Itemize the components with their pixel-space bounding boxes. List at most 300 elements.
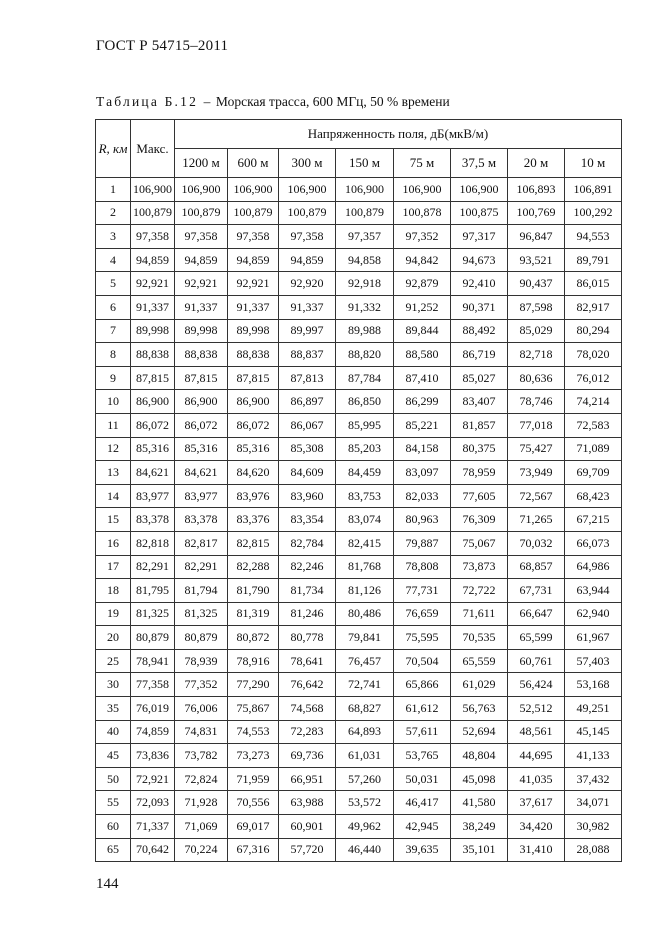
value-cell: 77,290 — [228, 673, 279, 697]
value-cell: 89,997 — [279, 319, 336, 343]
table-row — [96, 461, 622, 485]
value-cell: 85,029 — [508, 319, 565, 343]
table-row — [96, 838, 622, 862]
value-cell: 97,358 — [279, 225, 336, 249]
value-cell: 74,214 — [565, 390, 622, 414]
value-cell: 97,357 — [336, 225, 394, 249]
value-cell: 89,998 — [175, 319, 228, 343]
value-cell: 76,659 — [394, 602, 451, 626]
value-cell: 42,945 — [394, 815, 451, 839]
value-cell: 80,294 — [565, 319, 622, 343]
value-cell: 57,611 — [394, 720, 451, 744]
value-cell: 106,900 — [394, 178, 451, 202]
header-height: 75 м — [394, 149, 451, 178]
value-cell: 85,316 — [131, 437, 175, 461]
value-cell: 87,815 — [175, 366, 228, 390]
value-cell: 52,512 — [508, 697, 565, 721]
value-cell: 92,920 — [279, 272, 336, 296]
value-cell: 100,879 — [228, 201, 279, 225]
value-cell: 87,815 — [131, 366, 175, 390]
value-cell: 44,695 — [508, 744, 565, 768]
value-cell: 64,986 — [565, 555, 622, 579]
table-row — [96, 720, 622, 744]
value-cell: 86,900 — [131, 390, 175, 414]
value-cell: 37,617 — [508, 791, 565, 815]
value-cell: 89,791 — [565, 248, 622, 272]
document-header: ГОСТ Р 54715–2011 — [96, 38, 229, 54]
value-cell: 94,859 — [175, 248, 228, 272]
table-row — [96, 437, 622, 461]
value-cell: 81,794 — [175, 579, 228, 603]
value-cell: 61,967 — [565, 626, 622, 650]
distance-cell: 16 — [96, 531, 131, 555]
value-cell: 82,815 — [228, 531, 279, 555]
value-cell: 76,019 — [131, 697, 175, 721]
value-cell: 94,859 — [131, 248, 175, 272]
value-cell: 87,598 — [508, 295, 565, 319]
distance-cell: 18 — [96, 579, 131, 603]
value-cell: 82,917 — [565, 295, 622, 319]
value-cell: 34,071 — [565, 791, 622, 815]
value-cell: 86,015 — [565, 272, 622, 296]
value-cell: 88,492 — [451, 319, 508, 343]
value-cell: 106,893 — [508, 178, 565, 202]
value-cell: 66,073 — [565, 531, 622, 555]
value-cell: 74,553 — [228, 720, 279, 744]
value-cell: 57,720 — [279, 838, 336, 862]
value-cell: 100,878 — [394, 201, 451, 225]
value-cell: 73,782 — [175, 744, 228, 768]
value-cell: 80,879 — [131, 626, 175, 650]
value-cell: 60,901 — [279, 815, 336, 839]
value-cell: 76,006 — [175, 697, 228, 721]
header-max: Макс. — [131, 120, 175, 178]
value-cell: 85,316 — [228, 437, 279, 461]
table-row — [96, 508, 622, 532]
distance-cell: 5 — [96, 272, 131, 296]
value-cell: 81,790 — [228, 579, 279, 603]
table-row — [96, 295, 622, 319]
value-cell: 41,035 — [508, 767, 565, 791]
value-cell: 83,378 — [131, 508, 175, 532]
value-cell: 80,963 — [394, 508, 451, 532]
distance-cell: 65 — [96, 838, 131, 862]
distance-cell: 35 — [96, 697, 131, 721]
table-row — [96, 649, 622, 673]
value-cell: 82,818 — [131, 531, 175, 555]
value-cell: 30,982 — [565, 815, 622, 839]
table-caption-title: Морская трасса, 600 МГц, 50 % времени — [215, 94, 450, 109]
value-cell: 83,753 — [336, 484, 394, 508]
value-cell: 91,337 — [131, 295, 175, 319]
value-cell: 28,088 — [565, 838, 622, 862]
value-cell: 76,642 — [279, 673, 336, 697]
value-cell: 73,949 — [508, 461, 565, 485]
value-cell: 73,273 — [228, 744, 279, 768]
value-cell: 34,420 — [508, 815, 565, 839]
value-cell: 78,746 — [508, 390, 565, 414]
value-cell: 106,891 — [565, 178, 622, 202]
value-cell: 37,432 — [565, 767, 622, 791]
value-cell: 83,354 — [279, 508, 336, 532]
value-cell: 86,900 — [228, 390, 279, 414]
value-cell: 72,824 — [175, 767, 228, 791]
distance-cell: 20 — [96, 626, 131, 650]
value-cell: 89,988 — [336, 319, 394, 343]
value-cell: 61,029 — [451, 673, 508, 697]
value-cell: 67,215 — [565, 508, 622, 532]
distance-cell: 45 — [96, 744, 131, 768]
value-cell: 85,308 — [279, 437, 336, 461]
value-cell: 61,031 — [336, 744, 394, 768]
value-cell: 94,553 — [565, 225, 622, 249]
value-cell: 76,012 — [565, 366, 622, 390]
header-height: 150 м — [336, 149, 394, 178]
distance-cell: 10 — [96, 390, 131, 414]
value-cell: 48,804 — [451, 744, 508, 768]
value-cell: 88,837 — [279, 343, 336, 367]
value-cell: 75,595 — [394, 626, 451, 650]
value-cell: 86,299 — [394, 390, 451, 414]
value-cell: 106,900 — [336, 178, 394, 202]
value-cell: 84,621 — [131, 461, 175, 485]
value-cell: 71,959 — [228, 767, 279, 791]
table-row — [96, 767, 622, 791]
table-row — [96, 225, 622, 249]
value-cell: 89,998 — [131, 319, 175, 343]
value-cell: 106,900 — [451, 178, 508, 202]
value-cell: 92,410 — [451, 272, 508, 296]
value-cell: 35,101 — [451, 838, 508, 862]
distance-cell: 12 — [96, 437, 131, 461]
value-cell: 83,376 — [228, 508, 279, 532]
value-cell: 100,879 — [131, 201, 175, 225]
value-cell: 45,098 — [451, 767, 508, 791]
table-row — [96, 413, 622, 437]
value-cell: 85,203 — [336, 437, 394, 461]
distance-cell: 55 — [96, 791, 131, 815]
value-cell: 88,580 — [394, 343, 451, 367]
value-cell: 53,765 — [394, 744, 451, 768]
distance-cell: 7 — [96, 319, 131, 343]
value-cell: 80,375 — [451, 437, 508, 461]
table-row — [96, 744, 622, 768]
distance-cell: 3 — [96, 225, 131, 249]
value-cell: 82,291 — [175, 555, 228, 579]
value-cell: 92,921 — [175, 272, 228, 296]
value-cell: 97,358 — [228, 225, 279, 249]
value-cell: 100,875 — [451, 201, 508, 225]
header-field-strength-group: Напряженность поля, дБ(мкВ/м) — [175, 120, 622, 149]
value-cell: 77,358 — [131, 673, 175, 697]
value-cell: 71,928 — [175, 791, 228, 815]
value-cell: 84,609 — [279, 461, 336, 485]
value-cell: 83,976 — [228, 484, 279, 508]
value-cell: 87,410 — [394, 366, 451, 390]
value-cell: 71,611 — [451, 602, 508, 626]
value-cell: 73,836 — [131, 744, 175, 768]
value-cell: 71,069 — [175, 815, 228, 839]
value-cell: 86,850 — [336, 390, 394, 414]
field-strength-table — [95, 119, 622, 862]
value-cell: 106,900 — [175, 178, 228, 202]
value-cell: 91,337 — [175, 295, 228, 319]
value-cell: 83,074 — [336, 508, 394, 532]
value-cell: 75,067 — [451, 531, 508, 555]
value-cell: 78,939 — [175, 649, 228, 673]
header-height: 10 м — [565, 149, 622, 178]
value-cell: 72,283 — [279, 720, 336, 744]
value-cell: 41,580 — [451, 791, 508, 815]
value-cell: 88,838 — [131, 343, 175, 367]
table-row — [96, 343, 622, 367]
value-cell: 87,813 — [279, 366, 336, 390]
value-cell: 61,612 — [394, 697, 451, 721]
value-cell: 71,337 — [131, 815, 175, 839]
value-cell: 86,900 — [175, 390, 228, 414]
value-cell: 82,288 — [228, 555, 279, 579]
value-cell: 81,325 — [131, 602, 175, 626]
value-cell: 70,556 — [228, 791, 279, 815]
value-cell: 86,719 — [451, 343, 508, 367]
table-row — [96, 366, 622, 390]
distance-cell: 2 — [96, 201, 131, 225]
value-cell: 81,246 — [279, 602, 336, 626]
distance-cell: 25 — [96, 649, 131, 673]
value-cell: 72,921 — [131, 767, 175, 791]
value-cell: 82,784 — [279, 531, 336, 555]
value-cell: 87,815 — [228, 366, 279, 390]
value-cell: 71,265 — [508, 508, 565, 532]
value-cell: 78,916 — [228, 649, 279, 673]
table-caption-label: Таблица Б.12 – — [96, 94, 213, 109]
value-cell: 85,221 — [394, 413, 451, 437]
value-cell: 88,838 — [228, 343, 279, 367]
value-cell: 84,158 — [394, 437, 451, 461]
value-cell: 83,407 — [451, 390, 508, 414]
value-cell: 77,352 — [175, 673, 228, 697]
table-row — [96, 815, 622, 839]
value-cell: 53,168 — [565, 673, 622, 697]
value-cell: 50,031 — [394, 767, 451, 791]
value-cell: 81,325 — [175, 602, 228, 626]
value-cell: 97,358 — [131, 225, 175, 249]
value-cell: 97,352 — [394, 225, 451, 249]
distance-cell: 60 — [96, 815, 131, 839]
value-cell: 78,959 — [451, 461, 508, 485]
value-cell: 94,859 — [279, 248, 336, 272]
value-cell: 69,017 — [228, 815, 279, 839]
value-cell: 78,808 — [394, 555, 451, 579]
value-cell: 91,337 — [279, 295, 336, 319]
value-cell: 76,457 — [336, 649, 394, 673]
distance-cell: 1 — [96, 178, 131, 202]
value-cell: 79,887 — [394, 531, 451, 555]
table-row — [96, 248, 622, 272]
value-cell: 90,437 — [508, 272, 565, 296]
value-cell: 85,995 — [336, 413, 394, 437]
distance-cell: 13 — [96, 461, 131, 485]
value-cell: 75,867 — [228, 697, 279, 721]
value-cell: 63,944 — [565, 579, 622, 603]
value-cell: 65,599 — [508, 626, 565, 650]
distance-cell: 14 — [96, 484, 131, 508]
distance-cell: 15 — [96, 508, 131, 532]
table-row — [96, 390, 622, 414]
value-cell: 65,866 — [394, 673, 451, 697]
value-cell: 83,977 — [175, 484, 228, 508]
table-caption — [96, 94, 450, 110]
header-height: 300 м — [279, 149, 336, 178]
value-cell: 81,768 — [336, 555, 394, 579]
value-cell: 46,417 — [394, 791, 451, 815]
value-cell: 60,761 — [508, 649, 565, 673]
distance-cell: 19 — [96, 602, 131, 626]
value-cell: 38,249 — [451, 815, 508, 839]
value-cell: 91,252 — [394, 295, 451, 319]
value-cell: 79,841 — [336, 626, 394, 650]
value-cell: 85,027 — [451, 366, 508, 390]
table-row — [96, 791, 622, 815]
table-row — [96, 272, 622, 296]
value-cell: 78,641 — [279, 649, 336, 673]
header-height: 20 м — [508, 149, 565, 178]
value-cell: 45,145 — [565, 720, 622, 744]
header-distance — [96, 120, 131, 178]
value-cell: 82,718 — [508, 343, 565, 367]
value-cell: 77,018 — [508, 413, 565, 437]
header-distance-label: R, км — [98, 140, 128, 156]
value-cell: 81,126 — [336, 579, 394, 603]
header-height: 600 м — [228, 149, 279, 178]
value-cell: 94,673 — [451, 248, 508, 272]
value-cell: 68,857 — [508, 555, 565, 579]
value-cell: 82,817 — [175, 531, 228, 555]
value-cell: 57,260 — [336, 767, 394, 791]
value-cell: 70,504 — [394, 649, 451, 673]
value-cell: 80,879 — [175, 626, 228, 650]
value-cell: 67,731 — [508, 579, 565, 603]
value-cell: 86,072 — [175, 413, 228, 437]
value-cell: 96,847 — [508, 225, 565, 249]
value-cell: 86,072 — [228, 413, 279, 437]
value-cell: 93,521 — [508, 248, 565, 272]
table-row — [96, 602, 622, 626]
value-cell: 86,897 — [279, 390, 336, 414]
value-cell: 72,093 — [131, 791, 175, 815]
value-cell: 52,694 — [451, 720, 508, 744]
value-cell: 81,795 — [131, 579, 175, 603]
value-cell: 88,838 — [175, 343, 228, 367]
value-cell: 74,568 — [279, 697, 336, 721]
value-cell: 56,424 — [508, 673, 565, 697]
header-height: 1200 м — [175, 149, 228, 178]
value-cell: 73,873 — [451, 555, 508, 579]
value-cell: 86,072 — [131, 413, 175, 437]
header-height: 37,5 м — [451, 149, 508, 178]
value-cell: 84,621 — [175, 461, 228, 485]
value-cell: 92,918 — [336, 272, 394, 296]
value-cell: 71,089 — [565, 437, 622, 461]
value-cell: 75,427 — [508, 437, 565, 461]
value-cell: 80,636 — [508, 366, 565, 390]
value-cell: 49,251 — [565, 697, 622, 721]
value-cell: 66,951 — [279, 767, 336, 791]
value-cell: 94,859 — [228, 248, 279, 272]
value-cell: 82,246 — [279, 555, 336, 579]
value-cell: 74,859 — [131, 720, 175, 744]
value-cell: 76,309 — [451, 508, 508, 532]
value-cell: 64,893 — [336, 720, 394, 744]
value-cell: 72,741 — [336, 673, 394, 697]
table-row — [96, 531, 622, 555]
table-row — [96, 201, 622, 225]
value-cell: 56,763 — [451, 697, 508, 721]
value-cell: 89,998 — [228, 319, 279, 343]
value-cell: 81,857 — [451, 413, 508, 437]
value-cell: 86,067 — [279, 413, 336, 437]
value-cell: 65,559 — [451, 649, 508, 673]
table-row — [96, 579, 622, 603]
value-cell: 91,337 — [228, 295, 279, 319]
distance-cell: 8 — [96, 343, 131, 367]
value-cell: 77,731 — [394, 579, 451, 603]
value-cell: 82,033 — [394, 484, 451, 508]
value-cell: 82,291 — [131, 555, 175, 579]
value-cell: 83,960 — [279, 484, 336, 508]
value-cell: 82,415 — [336, 531, 394, 555]
value-cell: 106,900 — [228, 178, 279, 202]
table-row — [96, 555, 622, 579]
value-cell: 85,316 — [175, 437, 228, 461]
distance-cell: 9 — [96, 366, 131, 390]
value-cell: 62,940 — [565, 602, 622, 626]
value-cell: 67,316 — [228, 838, 279, 862]
value-cell: 81,734 — [279, 579, 336, 603]
value-cell: 97,317 — [451, 225, 508, 249]
value-cell: 70,224 — [175, 838, 228, 862]
value-cell: 49,962 — [336, 815, 394, 839]
value-cell: 68,423 — [565, 484, 622, 508]
value-cell: 48,561 — [508, 720, 565, 744]
value-cell: 83,378 — [175, 508, 228, 532]
value-cell: 80,778 — [279, 626, 336, 650]
value-cell: 94,842 — [394, 248, 451, 272]
value-cell: 72,722 — [451, 579, 508, 603]
value-cell: 53,572 — [336, 791, 394, 815]
table-row — [96, 319, 622, 343]
distance-cell: 40 — [96, 720, 131, 744]
value-cell: 68,827 — [336, 697, 394, 721]
table-row — [96, 484, 622, 508]
value-cell: 83,097 — [394, 461, 451, 485]
value-cell: 100,879 — [175, 201, 228, 225]
value-cell: 87,784 — [336, 366, 394, 390]
value-cell: 84,459 — [336, 461, 394, 485]
value-cell: 89,844 — [394, 319, 451, 343]
value-cell: 84,620 — [228, 461, 279, 485]
value-cell: 46,440 — [336, 838, 394, 862]
distance-cell: 4 — [96, 248, 131, 272]
table-row — [96, 697, 622, 721]
value-cell: 74,831 — [175, 720, 228, 744]
value-cell: 70,535 — [451, 626, 508, 650]
value-cell: 41,133 — [565, 744, 622, 768]
distance-cell: 11 — [96, 413, 131, 437]
value-cell: 106,900 — [279, 178, 336, 202]
value-cell: 94,858 — [336, 248, 394, 272]
value-cell: 70,642 — [131, 838, 175, 862]
